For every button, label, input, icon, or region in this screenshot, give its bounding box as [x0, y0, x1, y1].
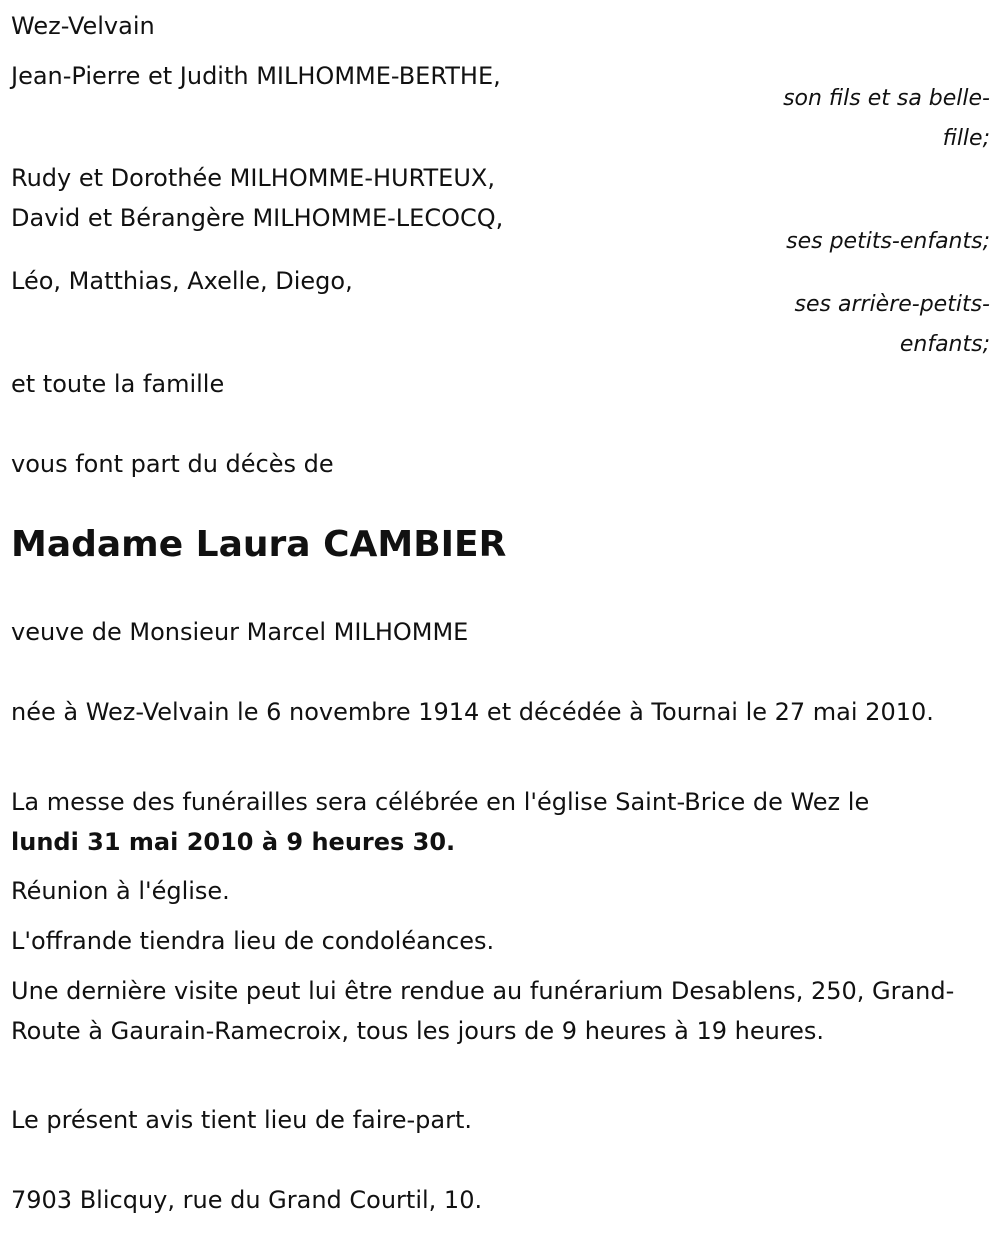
- family-great-grandchildren-names: Léo, Matthias, Axelle, Diego,: [11, 267, 353, 295]
- offering-line: L'offrande tiendra lieu de condoléances.: [11, 927, 495, 955]
- mass-paragraph: [11, 782, 971, 862]
- visit-paragraph: Une dernière visite peut lui être rendue au funérarium Desablens, 250, Grand-Route à Gaurain-Ramecroix, tous les jours de 9 heures à 19 heures.: [11, 977, 955, 1045]
- family-grandchildren-names-2: David et Bérangère MILHOMME-LECOCQ,: [11, 204, 504, 232]
- relation-great-grandchildren-line-2: enfants;: [899, 332, 990, 357]
- family-closing: et toute la famille: [11, 370, 225, 398]
- meeting-line: Réunion à l'église.: [11, 877, 230, 905]
- relation-son-line-1: son fils et sa belle-: [783, 86, 990, 111]
- spouse-line: veuve de Monsieur Marcel MILHOMME: [11, 618, 469, 646]
- relation-son-line-2: fille;: [942, 126, 990, 151]
- relation-grandchildren: ses petits-enfants;: [786, 229, 990, 254]
- relation-great-grandchildren-line-1: ses arrière-petits-: [794, 292, 990, 317]
- family-grandchildren-names-1: Rudy et Dorothée MILHOMME-HURTEUX,: [11, 164, 495, 192]
- announcement: vous font part du décès de: [11, 450, 334, 478]
- notice-line: Le présent avis tient lieu de faire-part.: [11, 1106, 473, 1134]
- deceased-name: Madame Laura CAMBIER: [11, 524, 507, 565]
- family-son-names: Jean-Pierre et Judith MILHOMME-BERTHE,: [11, 62, 501, 90]
- mass-date: lundi 31 mai 2010 à 9 heures 30.: [11, 828, 456, 856]
- address-line: 7903 Blicquy, rue du Grand Courtil, 10.: [11, 1186, 483, 1214]
- town-header: Wez-Velvain: [11, 12, 155, 40]
- mass-text: La messe des funérailles sera célébrée en l'église Saint-Brice de Wez le: [11, 788, 870, 816]
- birth-death-paragraph: née à Wez-Velvain le 6 novembre 1914 et décédée à Tournai le 27 mai 2010.: [11, 698, 934, 726]
